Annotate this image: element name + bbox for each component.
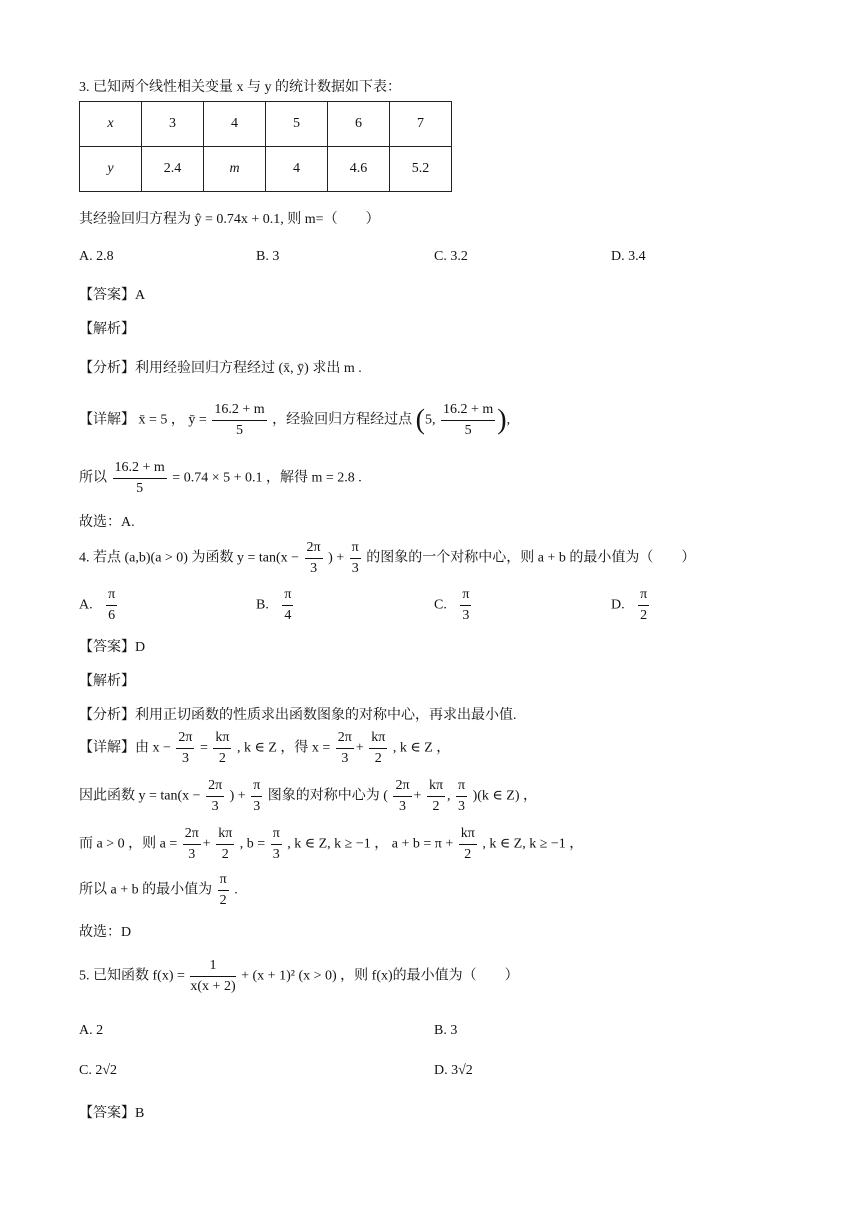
numerator: π	[106, 585, 117, 606]
table-cell: 4	[266, 147, 328, 192]
table-cell: 6	[328, 102, 390, 147]
denominator: 5	[235, 423, 243, 438]
fraction: $\frac{2\pi}{3}$	[178, 730, 193, 766]
q3-answer: 【答案】A	[79, 288, 146, 303]
fraction: $\frac{k\pi}{2}$	[371, 730, 386, 766]
q4-fenxi: 【分析】利用正切函数的性质求出函数图象的对称中心，再求出最小值.	[79, 708, 517, 723]
table-cell: 5	[266, 102, 328, 147]
q4-analysis-title: 【解析】	[79, 674, 135, 689]
q4-option-c	[434, 585, 473, 626]
table-cell: 2.4	[142, 147, 204, 192]
fraction	[460, 585, 471, 626]
q5-option-c: C. 2√2	[79, 1063, 118, 1078]
q3-option-c: C. 3.2	[434, 249, 468, 264]
fraction: $\frac{2\pi}{3}$	[306, 540, 321, 576]
stem-pre: 5. 已知函数 f(x) =	[79, 968, 185, 984]
d1-mid2: , k ∈ Z ，得 x =	[236, 740, 331, 756]
suoyi: 所以	[79, 470, 107, 486]
q5-stem	[79, 956, 519, 997]
d3-mid2: , k ∈ Z, k ≥ −1 ， a + b = π +	[287, 836, 454, 852]
stem-post: 的图象的一个对称中心，则 a + b 的最小值为（ ）	[366, 550, 696, 566]
fraction: $\frac{\pi}{2}$	[219, 872, 227, 908]
q3-fenxi: 【分析】利用经验回归方程经过 (x̄, ȳ) 求出 m .	[79, 361, 362, 376]
fraction: $\frac{k\pi}{2}$	[215, 730, 230, 766]
stem-mid: ) +	[328, 550, 345, 566]
fraction	[113, 458, 167, 499]
fraction: $\frac{2\pi}{3}$	[184, 826, 199, 862]
table-cell: 5.2	[390, 147, 452, 192]
numerator: 16.2 + m	[441, 400, 495, 421]
fraction: $\frac{2\pi}{3}$	[337, 730, 352, 766]
fraction: $\frac{k\pi}{2}$	[428, 778, 444, 814]
d4-pre: 所以 a + b 的最小值为	[79, 882, 213, 898]
table-cell: 4	[204, 102, 266, 147]
d3-post: , k ∈ Z, k ≥ −1 ，	[482, 836, 584, 852]
q3-equation-line: 其经验回归方程为 ŷ = 0.74x + 0.1, 则 m=（ ）	[79, 212, 380, 227]
denominator: 5	[136, 481, 144, 496]
numerator: π	[282, 585, 293, 606]
q5-option-d: D. 3√2	[434, 1063, 473, 1078]
table-cell: m	[204, 147, 266, 192]
denominator: 6	[108, 608, 116, 623]
d1-pre: 【详解】由 x −	[79, 740, 171, 756]
q4-detail-3: 而 a > 0 ，则 a = $\frac{2\pi}{3}$ + $\frac{k\pi}{2}$ , b = $\frac{\pi}{3}$ , k ∈ Z, k ≥ −1 ， a + b = π + $\frac{k\pi}{2}$ , k ∈ Z, k ≥ −1 ，	[79, 824, 583, 865]
detail-text: ，经验回归方程经过点	[272, 412, 413, 428]
denominator: x(x + 2)	[190, 979, 236, 994]
fraction	[441, 400, 495, 441]
fraction: $\frac{k\pi}{2}$	[460, 826, 475, 862]
suoyi-rest: = 0.74 × 5 + 0.1 ，解得 m = 2.8 .	[172, 470, 362, 486]
q4-option-a	[79, 585, 119, 626]
option-label: A.	[79, 597, 93, 613]
table-cell: 4.6	[328, 147, 390, 192]
fraction	[638, 585, 649, 626]
table-cell: 7	[390, 102, 452, 147]
d4-post: .	[234, 882, 238, 898]
fraction	[212, 400, 266, 441]
denominator: 5	[464, 423, 472, 438]
table-row	[80, 102, 452, 147]
paren-close: )	[497, 404, 507, 436]
table-cell: x	[80, 102, 142, 147]
q3-choose: 故选：A.	[79, 515, 135, 530]
fraction: $\frac{k\pi}{2}$	[218, 826, 233, 862]
q3-option-a: A. 2.8	[79, 249, 114, 264]
q3-analysis-title: 【解析】	[79, 322, 135, 337]
numerator: 16.2 + m	[113, 458, 167, 479]
fraction	[106, 585, 117, 626]
q3-suoyi-line	[79, 458, 362, 499]
paren-open: (	[415, 404, 425, 436]
q4-answer: 【答案】D	[79, 640, 146, 655]
table-row	[80, 147, 452, 192]
q4-choose: 故选：D	[79, 925, 132, 940]
fraction: $\frac{2\pi}{3}$	[395, 778, 410, 814]
q4-stem	[79, 538, 695, 579]
table-cell: y	[80, 147, 142, 192]
option-label: D.	[611, 597, 625, 613]
fraction: $\frac{\pi}{3}$	[272, 826, 280, 862]
y-mean: ȳ =	[188, 412, 207, 428]
d1-post: , k ∈ Z ，	[392, 740, 451, 756]
q3-option-d: D. 3.4	[611, 249, 646, 264]
q3-stem: 3. 已知两个线性相关变量 x 与 y 的统计数据如下表：	[79, 80, 401, 95]
fraction: $\frac{\pi}{3}$	[253, 778, 261, 814]
numerator: π	[460, 585, 471, 606]
d3-pre: 而 a > 0 ，则 a =	[79, 836, 178, 852]
fraction: $\frac{2\pi}{3}$	[208, 778, 223, 814]
q4-detail-2: 因此函数 y = tan(x − $\frac{2\pi}{3}$ ) + $\frac{\pi}{3}$ 图象的对称中心为 ( $\frac{2\pi}{3}$ + $\frac{k\pi}{2}$ , $\frac{\pi}{3}$ )(k ∈ Z) ，	[79, 776, 537, 817]
d2-post: )(k ∈ Z) ，	[472, 788, 537, 804]
q4-option-b	[256, 585, 295, 626]
numerator: 1	[190, 956, 235, 977]
q4-detail-4	[79, 870, 238, 911]
d2-pre: 因此函数 y = tan(x −	[79, 788, 201, 804]
d2-mid2: 图象的对称中心为 (	[267, 788, 388, 804]
numerator: 16.2 + m	[212, 400, 266, 421]
q3-option-b: B. 3	[256, 249, 280, 264]
option-label: C.	[434, 597, 447, 613]
table-cell: 3	[142, 102, 204, 147]
fraction: $\frac{\pi}{3}$	[458, 778, 466, 814]
q4-option-d	[611, 585, 651, 626]
fraction: $\frac{\pi}{3}$	[351, 540, 359, 576]
q5-option-a: A. 2	[79, 1023, 104, 1038]
fraction	[190, 956, 235, 997]
numerator: π	[638, 585, 649, 606]
denominator: 2	[640, 608, 648, 623]
q4-detail-1: 【详解】由 x − $\frac{2\pi}{3}$ = $\frac{k\pi}{2}$ , k ∈ Z ，得 x = $\frac{2\pi}{3}$ + $\frac{k\pi}{2}$ , k ∈ Z ，	[79, 728, 450, 769]
x-mean: x̄ = 5 ，	[138, 412, 185, 428]
denominator: 3	[462, 608, 470, 623]
option-label: B.	[256, 597, 269, 613]
fraction	[282, 585, 293, 626]
q5-answer: 【答案】B	[79, 1106, 145, 1121]
stem-post: + (x + 1)² (x > 0) ，则 f(x)的最小值为（ ）	[241, 968, 519, 984]
d2-mid: ) +	[229, 788, 246, 804]
d1-mid: =	[199, 740, 208, 756]
denominator: 4	[284, 608, 292, 623]
detail-label: 【详解】	[79, 412, 135, 428]
d3-mid: , b =	[239, 836, 266, 852]
stem-pre: 4. 若点 (a,b)(a > 0) 为函数 y = tan(x −	[79, 550, 300, 566]
q3-detail-line: 【详解】 x̄ = 5 ， ȳ = $\frac{16.2 + m}{5}$ ，经验回归方程经过点 (5, $\frac{16.2 + m}{5}$ ),	[79, 400, 510, 441]
q3-data-table	[79, 101, 452, 192]
q5-option-b: B. 3	[434, 1023, 458, 1038]
